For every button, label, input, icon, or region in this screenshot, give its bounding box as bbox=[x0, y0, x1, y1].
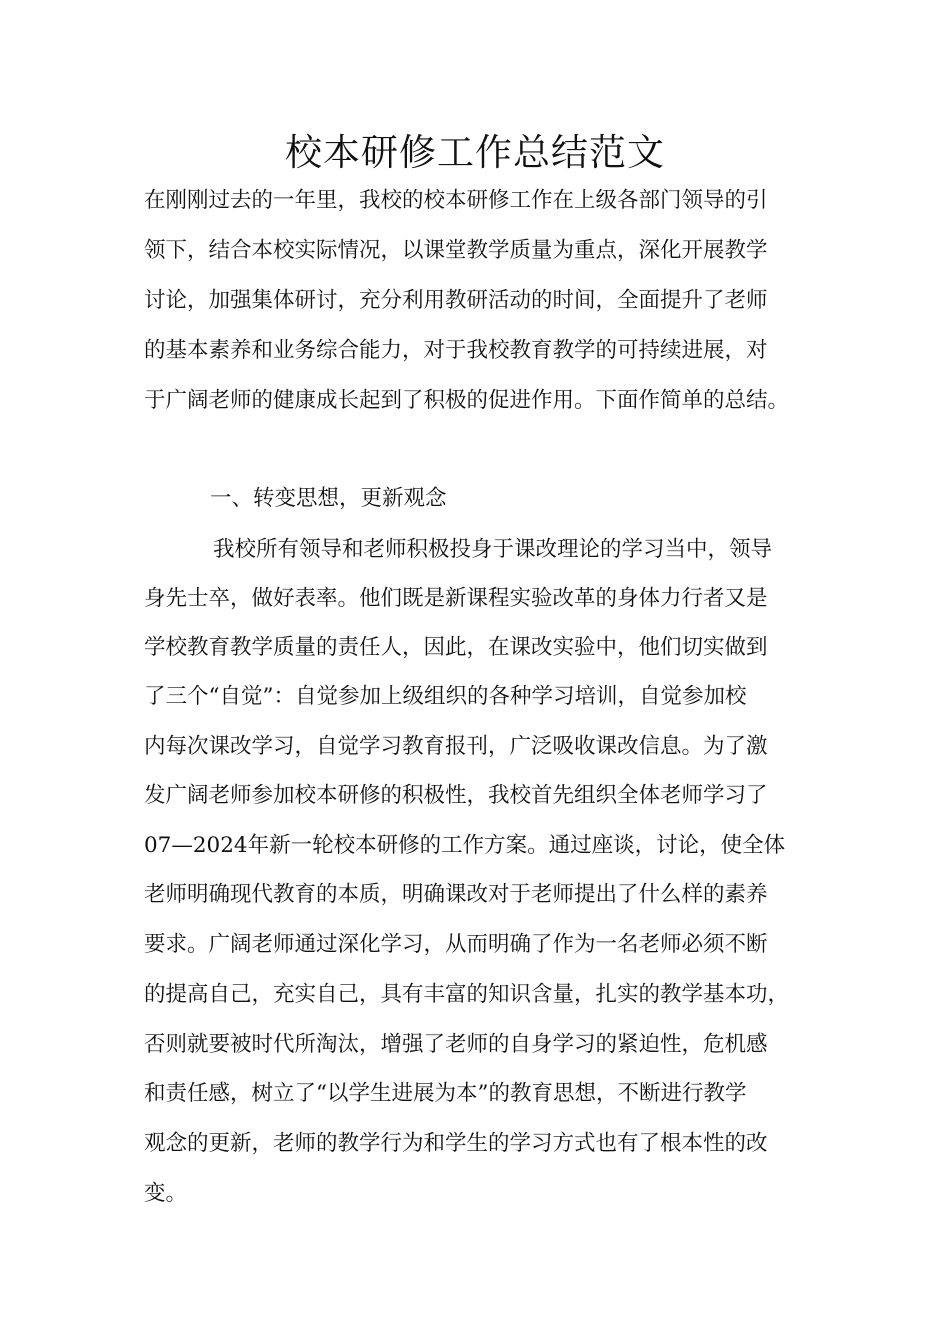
paragraph-line: 学校教育教学质量的责任人，因此，在课改实验中，他们切实做到 bbox=[144, 635, 768, 660]
paragraph-line: 老师明确现代教育的本质，明确课改对于老师提出了什么样的素养 bbox=[144, 882, 768, 907]
document-title: 校本研修工作总结范文 bbox=[285, 131, 665, 174]
paragraph-line: 我校所有领导和老师积极投身于课改理论的学习当中，领导 bbox=[213, 537, 773, 562]
intro-line: 讨论，加强集体研讨，充分利用教研活动的时间，全面提升了老师 bbox=[144, 288, 768, 313]
paragraph-line: 和责任感，树立了“以学生进展为本”的教育思想，不断进行教学 bbox=[144, 1081, 747, 1106]
paragraph-line: 内每次课改学习，自觉学习教育报刊，广泛吸收课改信息。为了激 bbox=[144, 734, 768, 759]
intro-line: 于广阔老师的健康成长起到了积极的促进作用。下面作简单的总结。 bbox=[144, 388, 790, 413]
paragraph-line: 了三个“自觉”：自觉参加上级组织的各种学习培训，自觉参加校 bbox=[144, 684, 747, 709]
paragraph-line: 07—2024年新一轮校本研修的工作方案。通过座谈，讨论，使全体 bbox=[144, 833, 786, 858]
paragraph-line: 否则就要被时代所淘汰，增强了老师的自身学习的紧迫性，危机感 bbox=[144, 1032, 768, 1057]
paragraph-line: 的提高自己，充实自己，具有丰富的知识含量，扎实的教学基本功， bbox=[144, 982, 790, 1007]
intro-line: 的基本素养和业务综合能力，对于我校教育教学的可持续进展，对 bbox=[144, 338, 768, 363]
paragraph-line: 身先士卒，做好表率。他们既是新课程实验改革的身体力行者又是 bbox=[144, 586, 768, 611]
paragraph-line: 发广阔老师参加校本研修的积极性，我校首先组织全体老师学习了 bbox=[144, 783, 768, 808]
paragraph-line: 要求。广阔老师通过深化学习，从而明确了作为一名老师必须不断 bbox=[144, 932, 768, 957]
paragraph-line: 变。 bbox=[144, 1181, 188, 1206]
intro-line: 领下，结合本校实际情况，以课堂教学质量为重点，深化开展教学 bbox=[144, 238, 768, 263]
paragraph-line: 观念的更新，老师的教学行为和学生的学习方式也有了根本性的改 bbox=[144, 1131, 768, 1156]
section-heading: 一、转变思想，更新观念 bbox=[210, 486, 447, 511]
intro-line: 在刚刚过去的一年里，我校的校本研修工作在上级各部门领导的引 bbox=[144, 188, 768, 213]
